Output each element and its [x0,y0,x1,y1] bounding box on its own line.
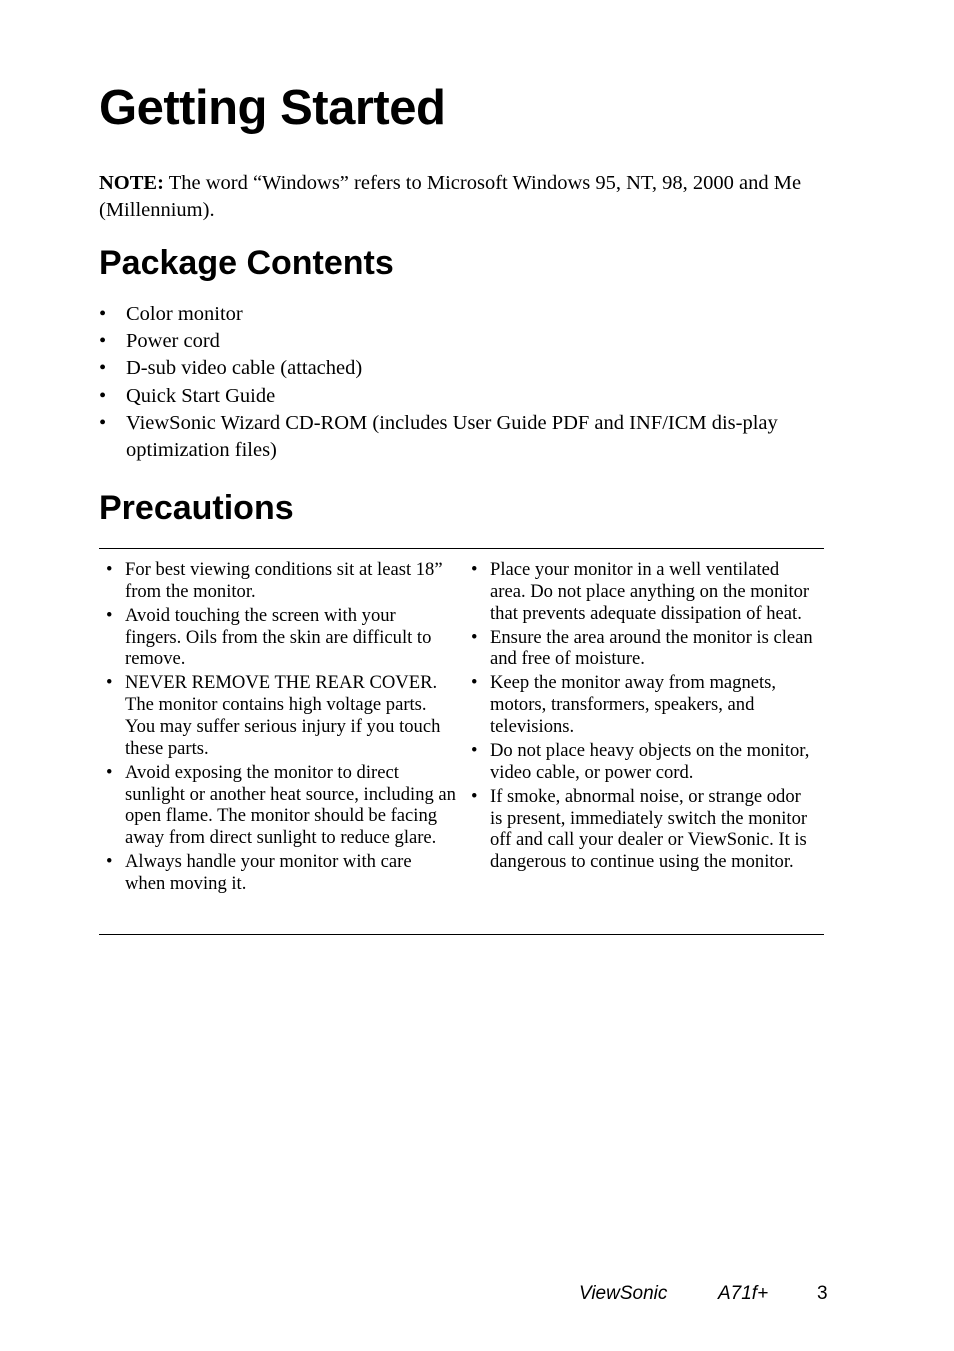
list-item [471,672,816,737]
bullet-icon: • [99,330,107,353]
footer-brand: ViewSonic [579,1283,668,1304]
list-item-text: If smoke, abnormal noise, or strange odor is present, immediately switch the monitor off and call your dealer or ViewSonic. It is dangerous to continue using the monitor. [490,785,808,873]
bullet-icon: • [471,559,478,580]
list-item-text: NEVER REMOVE THE REAR COVER. The monitor contains high voltage parts. You may suffer serious injury if you touch these parts. [125,672,441,759]
list-item [471,559,816,624]
list-item-text: For best viewing conditions sit at least 18” from the monitor. [125,559,443,602]
list-item [99,301,819,328]
list-item [471,627,816,671]
bullet-icon: • [471,739,478,761]
bullet-icon: • [106,851,113,873]
list-item [99,383,819,410]
footer-model: A71f+ [718,1283,769,1304]
list-item-text: Quick Start Guide [126,384,276,407]
list-item-text: Do not place heavy objects on the monitor, video cable, or power cord. [490,739,810,783]
bullet-icon: • [471,626,478,648]
list-item-text: Avoid exposing the monitor to direct sunlight or another heat source, including an open flame. The monitor should be facing away from direct sunlight to reduce glare. [125,761,456,849]
bullet-icon: • [99,303,107,325]
list-item-text: Always handle your monitor with care when moving it. [125,851,412,894]
list-item-text: Avoid touching the screen with your fingers. Oils from the skin are difficult to remove. [125,604,432,670]
precautions-heading: Precautions [99,489,294,527]
bullet-icon: • [99,384,107,407]
note-label: NOTE: [99,172,164,194]
bullet-icon: • [99,411,107,434]
list-item-text: Keep the monitor away from magnets, motors, transformers, speakers, and televisions. [490,672,777,737]
note-paragraph [99,170,819,224]
list-item-text: Power cord [126,330,220,353]
bullet-icon: • [471,785,478,807]
precautions-left-column [106,559,456,897]
package-contents-heading: Package Contents [99,244,394,282]
bullet-icon: • [106,672,113,694]
list-item [99,355,819,382]
list-item [471,786,816,873]
bullet-icon: • [106,559,113,580]
list-item [106,559,456,603]
list-item-text: Place your monitor in a well ventilated area. Do not place anything on the monitor that prevents adequate dissipation of heat. [490,559,810,624]
bullet-icon: • [106,604,113,626]
list-item [99,328,819,355]
page-number: 3 [817,1283,828,1304]
page-title: Getting Started [99,81,446,135]
note-text: The word “Windows” refers to Microsoft Windows 95, NT, 98, 2000 and Me (Millennium). [99,172,802,221]
list-item [106,762,456,849]
precautions-right-column [471,559,816,875]
list-item [106,851,456,895]
list-item [99,410,819,464]
list-item [471,740,816,784]
bullet-icon: • [106,761,113,783]
list-item-text: D-sub video cable (attached) [126,357,363,380]
precautions-box [99,548,824,935]
bullet-icon: • [471,672,478,694]
list-item [106,605,456,670]
list-item-text: Color monitor [126,303,243,325]
list-item-text: ViewSonic Wizard CD-ROM (includes User Guide PDF and INF/ICM dis-play optimization files) [126,411,778,462]
list-item-text: Ensure the area around the monitor is clean and free of moisture. [490,626,813,670]
list-item [106,672,456,759]
package-contents-list [99,301,819,464]
bullet-icon: • [99,357,107,380]
